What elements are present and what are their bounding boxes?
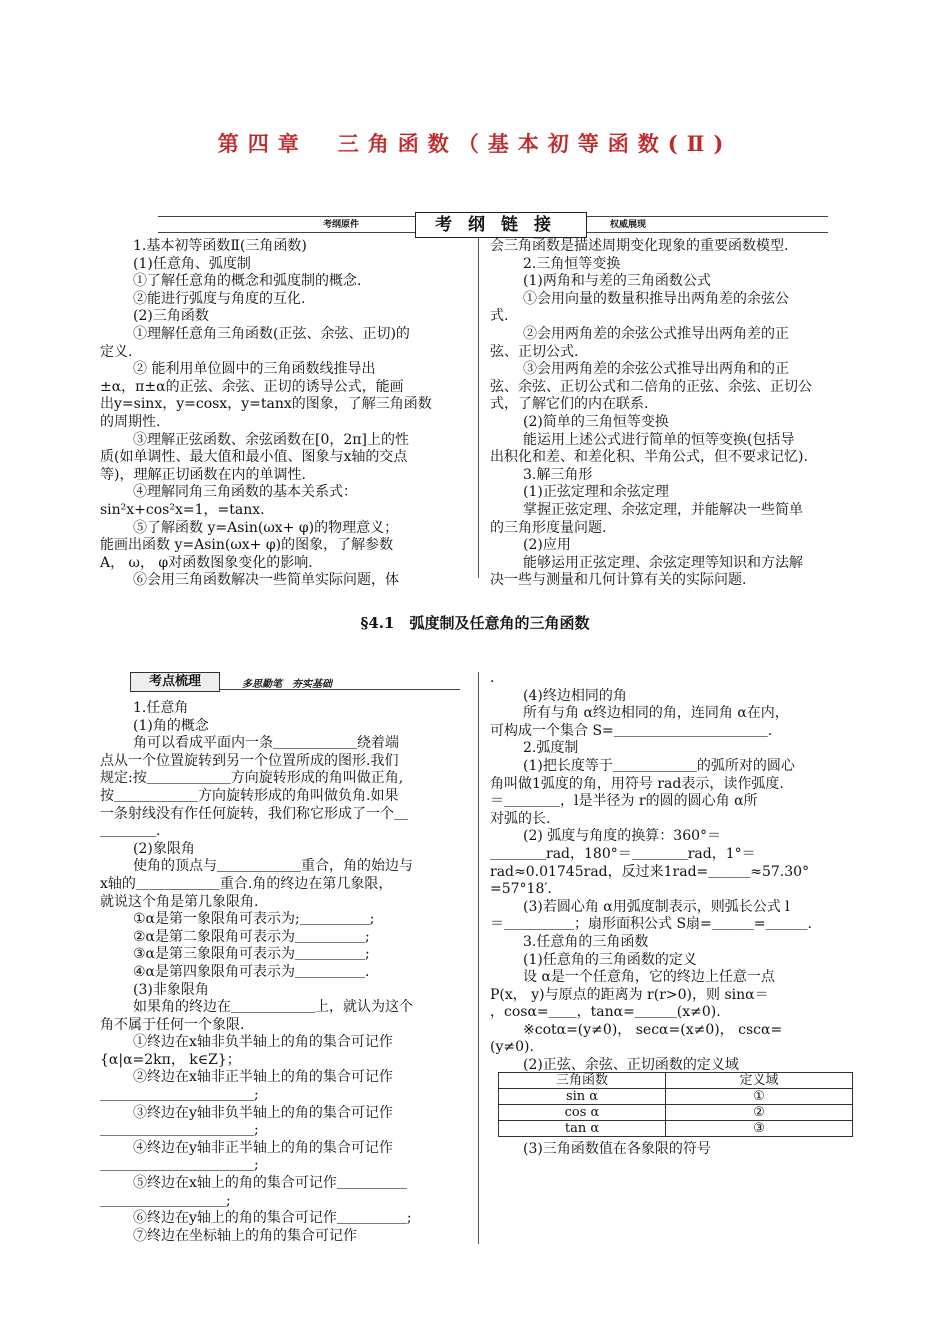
table-header-row: [499, 1073, 853, 1089]
text-line: (2)三角函数: [133, 308, 209, 325]
review-tag-subtitle: 多思勤笔 夯实基础: [242, 679, 332, 690]
text-line: {α|α=2kπ， k∈Z}；: [100, 1051, 241, 1068]
text-line: 质(如单调性、最大值和最小值、图象与x轴的交点: [100, 449, 408, 466]
text-line: ＝＿＿＿＿，l是半径为 r的圆的圆心角 α所: [490, 793, 758, 810]
text-line: 的周期性.: [100, 413, 161, 430]
text-line: 设 α是一个任意角，它的终边上任意一点: [523, 969, 775, 986]
table-cell: tan α: [499, 1121, 666, 1137]
text-line: 3.任意角的三角函数: [523, 933, 649, 950]
text-line: 的三角形度量问题.: [490, 519, 607, 536]
table-row: [499, 1089, 853, 1105]
outline-right-column: [490, 238, 854, 590]
text-line: ＿＿＿＿.: [100, 823, 161, 840]
text-line: 一条射线没有作任何旋转，我们称它形成了一个＿: [100, 805, 408, 822]
text-line: .: [490, 670, 495, 686]
text-line: 按＿＿＿＿＿＿方向旋转形成的角叫做负角.如果: [100, 787, 399, 804]
text-line: ①理解任意角三角函数(正弦、余弦、正切)的: [133, 325, 410, 342]
text-line: ＝＿＿＿＿＿；扇形面积公式 S扇=＿＿＿=＿＿＿.: [490, 916, 812, 933]
text-line: ②α是第二象限角可表示为＿＿＿＿＿;: [133, 928, 370, 945]
text-line: (4)终边相同的角: [523, 687, 627, 704]
text-line: ④理解同角三角函数的基本关系式：: [133, 484, 357, 501]
text-line: ①终边在x轴非负半轴上的角的集合可记作: [133, 1034, 393, 1051]
text-line: P(x， y)与原点的距离为 r(r>0)，则 sinα＝: [490, 986, 769, 1003]
text-line: (2)应用: [523, 537, 571, 554]
text-line: 能运用上述公式进行简单的恒等变换(包括导: [523, 431, 795, 448]
text-line: ②能进行弧度与角度的互化.: [133, 290, 306, 307]
table-row: [499, 1105, 853, 1121]
text-line: 会三角函数是描述周期变化现象的重要函数模型.: [490, 238, 789, 254]
table-cell: ③: [666, 1121, 853, 1137]
text-line: ② 能利用单位圆中的三角函数线推导出: [133, 361, 376, 378]
domain-table: [498, 1072, 853, 1137]
text-line: ①会用向量的数量积推导出两角差的余弦公: [523, 290, 789, 307]
text-line: 规定:按＿＿＿＿＿＿方向旋转形成的角叫做正角,: [100, 770, 404, 787]
text-line: ⑤了解函数 y=Asin(ωx+ φ)的物理意义；: [133, 519, 399, 536]
text-line: 等)，理解正切函数在内的单调性.: [100, 466, 306, 483]
chapter-title: 第四章 三角函数（基本初等函数(Ⅱ): [217, 131, 733, 156]
notes-right-column: [490, 670, 854, 1075]
text-line: 1.任意角: [133, 700, 189, 716]
table-cell: cos α: [499, 1105, 666, 1121]
text-line: ＿＿＿＿rad，180°＝＿＿＿＿rad，1°＝: [490, 845, 756, 862]
text-line: ③理解正弦函数、余弦函数在[0，2π]上的性: [133, 431, 409, 448]
text-line: ，cosα=＿＿，tanα=＿＿＿(x≠0).: [490, 1004, 721, 1021]
text-line: 弦、余弦、正切公式和二倍角的正弦、余弦、正切公: [490, 378, 812, 395]
text-line: (3)若圆心角 α用弧度制表示，则弧长公式 l: [523, 898, 790, 915]
text-line: 所有与角 α终边相同的角，连同角 α在内，: [523, 705, 789, 722]
text-line: x轴的＿＿＿＿＿＿重合.角的终边在第几象限，: [100, 875, 393, 892]
text-line: ①α是第一象限角可表示为;＿＿＿＿＿;: [133, 911, 375, 928]
text-line: 2.三角恒等变换: [523, 255, 621, 272]
text-line: 出y=sinx，y=cosx，y=tanx的图象，了解三角函数: [100, 396, 432, 413]
text-line: (3)非象限角: [133, 981, 209, 998]
text-line: 角可以看成平面内一条＿＿＿＿＿＿绕着端: [133, 735, 399, 752]
notes-left-column: [100, 700, 464, 1245]
text-line: ⑥会用三角函数解决一些简单实际问题，体: [133, 572, 399, 589]
text-line: 1.基本初等函数Ⅱ(三角函数): [133, 238, 307, 254]
text-line: ④α是第四象限角可表示为＿＿＿＿＿.: [133, 963, 370, 980]
text-line: 式.: [490, 308, 509, 325]
text-line: ③终边在y轴非负半轴上的角的集合可记作: [133, 1104, 393, 1121]
text-line: (2) 弧度与角度的换算：360°＝: [523, 828, 722, 845]
banner-left-label: 考纲原件: [323, 220, 360, 230]
text-line: (1)任意角的三角函数的定义: [523, 951, 697, 968]
text-line: (1)正弦定理和余弦定理: [523, 484, 669, 501]
text-line: ±α，π±α的正弦、余弦、正切的诱导公式，能画: [100, 378, 404, 395]
text-line: ＿＿＿＿＿＿＿＿＿＿＿;: [100, 1122, 259, 1139]
text-line: (y≠0).: [490, 1039, 534, 1056]
table-cell: sin α: [499, 1089, 666, 1105]
domain-table-wrap: [498, 1072, 853, 1137]
table-header-cell: 定义域: [666, 1073, 853, 1089]
text-line: ③α是第三象限角可表示为＿＿＿＿＿;: [133, 946, 370, 963]
text-line: 定义.: [100, 343, 133, 360]
text-line: 如果角的终边在＿＿＿＿＿＿上，就认为这个: [133, 999, 413, 1016]
text-line: (1)任意角、弧度制: [133, 255, 251, 272]
text-line: ＿＿＿＿＿＿＿＿＿＿＿;: [100, 1157, 259, 1174]
table-cell: ②: [666, 1105, 853, 1121]
text-line: ④终边在y轴非正半轴上的角的集合可记作: [133, 1139, 393, 1156]
table-cell: ①: [666, 1089, 853, 1105]
text-line: (1)角的概念: [133, 717, 209, 734]
text-line: 弦、正切公式.: [490, 343, 579, 360]
section-title: §4.1 弧度制及任意角的三角函数: [360, 614, 590, 632]
table-header-cell: 三角函数: [499, 1073, 666, 1089]
text-line: 角叫做1弧度的角，用符号 rad表示，读作弧度.: [490, 775, 784, 792]
column-divider-bottom: [478, 672, 479, 1244]
text-line: 角不属于任何一个象限.: [100, 1016, 245, 1033]
outline-left-column: [100, 238, 464, 590]
text-line: A， ω， φ对函数图象变化的影响.: [100, 554, 313, 571]
banner-center-label: 考纲链接: [415, 212, 587, 238]
text-line: 式，了解它们的内在联系.: [490, 396, 649, 413]
text-line: 决一些与测量和几何计算有关的实际问题.: [490, 572, 747, 589]
text-line: ⑤终边在x轴上的角的集合可记作＿＿＿＿＿: [133, 1175, 407, 1192]
text-line: (1)两角和与差的三角函数公式: [523, 273, 711, 290]
text-line: ②终边在x轴非正半轴上的角的集合可记作: [133, 1069, 393, 1086]
text-line: 对弧的长.: [490, 810, 551, 827]
text-line: ＿＿＿＿＿＿＿＿＿＿＿;: [100, 1087, 259, 1104]
text-line: 掌握正弦定理、余弦定理，并能解决一些简单: [523, 501, 803, 518]
text-line: =57°18′.: [490, 881, 552, 898]
text-line: 就说这个角是第几象限角.: [100, 893, 259, 910]
text-line: 可构成一个集合 S=＿＿＿＿＿＿＿＿＿＿＿.: [490, 722, 773, 739]
text-line: 点从一个位置旋转到另一个位置所成的图形.我们: [100, 752, 399, 769]
text-line: (2)简单的三角恒等变换: [523, 413, 669, 430]
text-line: 出积化和差、和差化积、半角公式，但不要求记忆).: [490, 449, 808, 466]
text-line: sin²x+cos²x=1，=tanx.: [100, 501, 265, 518]
banner-right-label: 权威展现: [610, 220, 647, 230]
text-line: (1)把长度等于＿＿＿＿＿＿的弧所对的圆心: [523, 757, 795, 774]
outline-banner: [158, 212, 828, 238]
text-line: 使角的顶点与＿＿＿＿＿＿重合，角的始边与: [133, 858, 413, 875]
text-line: 能画出函数 y=Asin(ωx+ φ)的图象，了解参数: [100, 537, 394, 554]
text-line: (2)正弦、余弦、正切函数的定义域: [523, 1057, 739, 1074]
after-table-text: (3)三角函数值在各象限的符号: [523, 1141, 711, 1157]
text-line: ③会用两角差的余弦公式推导出两角和的正: [523, 361, 789, 378]
text-line: 2.弧度制: [523, 740, 579, 757]
table-row: [499, 1121, 853, 1137]
review-tag-name: 考点梳理: [130, 672, 220, 692]
text-line: ①了解任意角的概念和弧度制的概念.: [133, 273, 362, 290]
text-line: 能够运用正弦定理、余弦定理等知识和方法解: [523, 554, 803, 571]
text-line: (2)象限角: [133, 840, 195, 857]
text-line: ⑥终边在y轴上的角的集合可记作＿＿＿＿＿;: [133, 1210, 412, 1227]
text-line: ＿＿＿＿＿＿＿＿＿;: [100, 1192, 231, 1209]
text-line: ②会用两角差的余弦公式推导出两角差的正: [523, 325, 789, 342]
column-divider-top: [478, 238, 479, 578]
review-tag: [130, 672, 460, 692]
text-line: ⑦终边在坐标轴上的角的集合可记作: [133, 1227, 357, 1244]
text-line: 3.解三角形: [523, 466, 593, 483]
text-line: ※cotα=(y≠0)， secα=(x≠0)， cscα=: [523, 1021, 783, 1038]
text-line: rad≈0.01745rad，反过来1rad=＿＿＿≈57.30°: [490, 863, 810, 880]
